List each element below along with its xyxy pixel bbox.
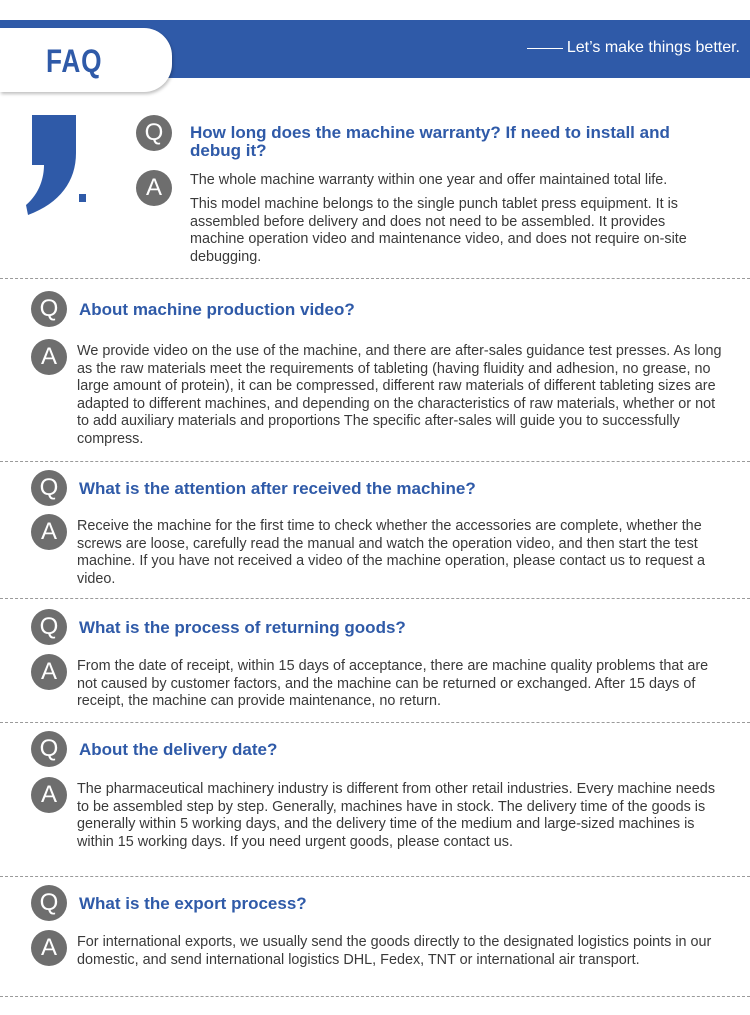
answer-1-line-1: The whole machine warranty within one year and offer maintained total life.	[190, 172, 668, 188]
answer-2: We provide video on the use of the machine, and there are after-sales guidance test presses. As long as the raw materials meet the requirements of tableting (having fluidity and adhesion, no grease, no large amount of protein), it can be compressed, different raw materials of different tableting sizes are adapted to different machines, and depending on the characteristics of raw materials, whether or not to add auxiliary materials and proportions The specific after-sales will guide you to successfully compress.	[77, 343, 722, 447]
question-badge: Q	[31, 731, 67, 767]
answer-1-line-2: This model machine belongs to the single punch tablet press equipment. It is assembled before delivery and does not need to be assembled. It provides machine operation video and maintenance video, and does not require on-site debugging.	[190, 196, 687, 265]
question-3: What is the attention after received the machine?	[79, 479, 476, 498]
question-1: How long does the machine warranty? If need to install and debug it?	[190, 123, 670, 160]
question-badge: Q	[136, 115, 172, 151]
question-badge: Q	[31, 291, 67, 327]
comma-icon	[26, 113, 82, 217]
answer-badge: A	[31, 930, 67, 966]
question-badge: Q	[31, 885, 67, 921]
question-5: About the delivery date?	[79, 740, 278, 759]
divider	[0, 722, 750, 723]
answer-4: From the date of receipt, within 15 days of acceptance, there are machine quality problems that are not caused by customer factors, and the machine can be returned or exchanged. After 15 days of receipt, the machine can provide maintenance, no return.	[77, 658, 709, 709]
divider	[0, 461, 750, 462]
page-title: FAQ	[46, 43, 103, 79]
divider	[0, 598, 750, 599]
tagline	[527, 39, 740, 57]
question-badge: Q	[31, 609, 67, 645]
question-6: What is the export process?	[79, 894, 307, 913]
tagline-dash	[527, 48, 563, 49]
answer-badge: A	[136, 170, 172, 206]
divider	[0, 876, 750, 877]
divider	[0, 996, 750, 997]
divider	[0, 278, 750, 279]
tagline-text: Let’s make things better.	[566, 39, 740, 56]
answer-3: Receive the machine for the first time to check whether the accessories are complete, whether the screws are loose, carefully read the manual and watch the operation video, and then start the test machine. If you have not received a video of the machine operation, please contact us to request a video.	[77, 518, 705, 587]
question-2: About machine production video?	[79, 300, 355, 319]
answer-badge: A	[31, 777, 67, 813]
answer-badge: A	[31, 339, 67, 375]
question-badge: Q	[31, 470, 67, 506]
answer-6: For international exports, we usually send the goods directly to the designated logistics points in our domestic, and send international logistics DHL, Fedex, TNT or international air transport.	[77, 934, 712, 968]
question-4: What is the process of returning goods?	[79, 618, 406, 637]
answer-badge: A	[31, 514, 67, 550]
answer-badge: A	[31, 654, 67, 690]
dot-decoration	[79, 194, 86, 202]
answer-5: The pharmaceutical machinery industry is different from other retail industries. Every machine needs to be assembled step by step. Generally, machines have in stock. The delivery time of the goods is generally within 5 working days, and the delivery time of the medium and large-sized machines is within 15 working days. If you need urgent goods, please contact us.	[77, 781, 716, 850]
